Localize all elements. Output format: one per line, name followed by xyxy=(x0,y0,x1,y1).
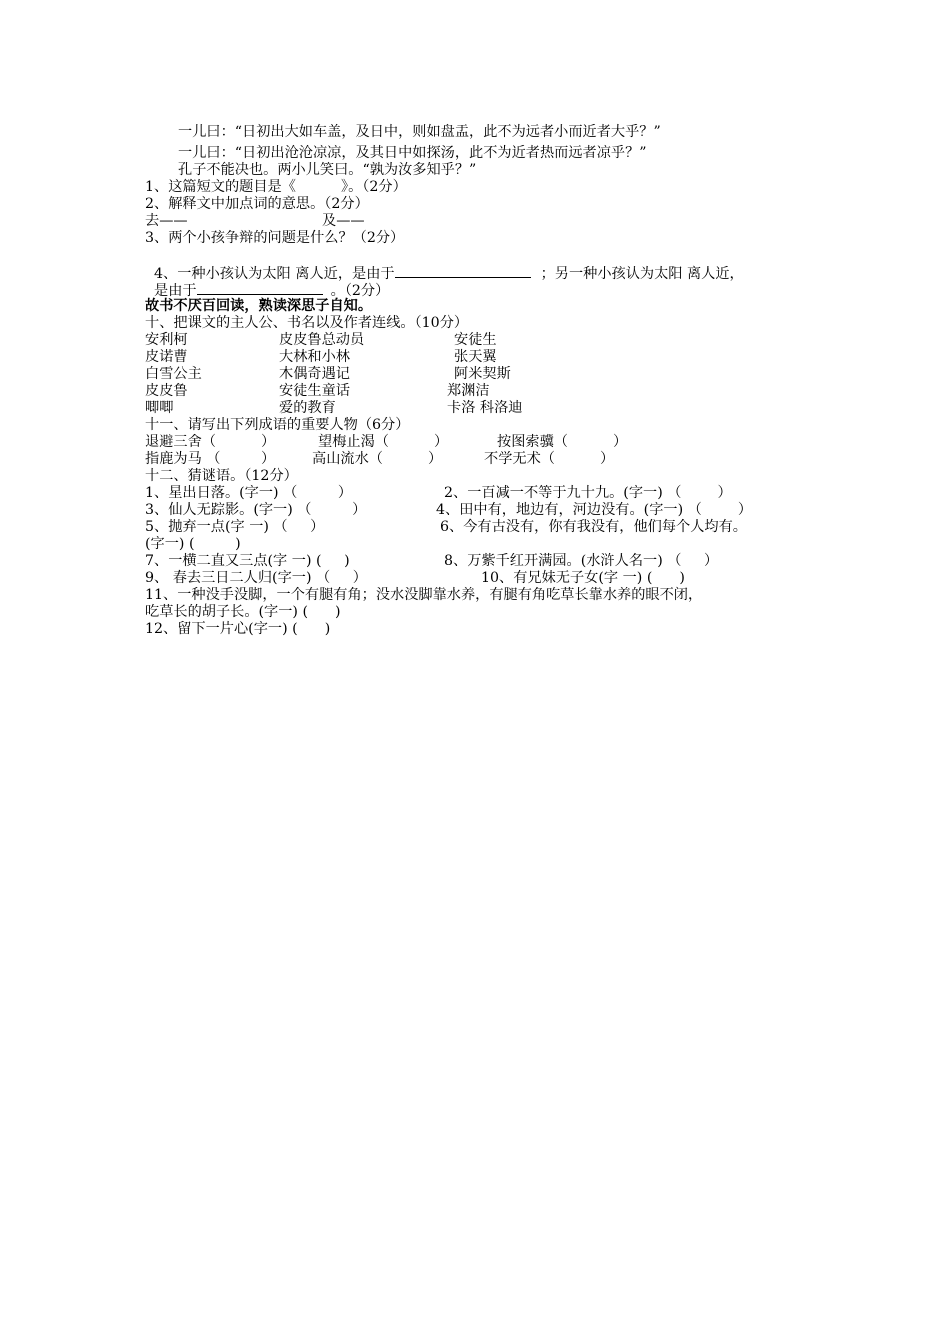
match-col3-item: 张天翼 xyxy=(454,349,497,365)
section-11-title: 十一、请写出下列成语的重要人物（6分） xyxy=(145,417,410,433)
match-col2-item: 木偶奇遇记 xyxy=(279,366,350,382)
riddle-item: 4、田中有，地边有，河边没有。(字一) （ ） xyxy=(436,502,753,518)
match-col2-item: 大林和小林 xyxy=(279,349,350,365)
riddle-item: 7、一横二直又三点(字 一) ( ) xyxy=(145,553,350,569)
idiom-item: 退避三舍（ ） xyxy=(145,434,276,450)
riddle-item: (字一) ( ) xyxy=(145,536,241,552)
question-1: 1、这篇短文的题目是《 》。（2分） xyxy=(145,179,407,195)
match-col1-item: 安利柯 xyxy=(145,332,188,348)
question-4-part-d: 。（2分） xyxy=(330,283,390,299)
riddle-item: 2、一百减一不等于九十九。(字一) （ ） xyxy=(444,485,732,501)
question-4-line-1 xyxy=(145,247,744,282)
idiom-item: 高山流水（ ） xyxy=(312,451,443,467)
idiom-item: 不学无术（ ） xyxy=(484,451,615,467)
question-2: 2、解释文中加点词的意思。（2分） xyxy=(145,196,369,212)
riddle-item: 8、万紫千红开满园。(水浒人名一) （ ） xyxy=(444,553,719,569)
match-col3-item: 安徒生 xyxy=(454,332,497,348)
passage-line-3: 孔子不能决也。两小儿笑曰。“孰为汝多知乎？” xyxy=(178,162,477,178)
answer-blank[interactable] xyxy=(395,264,531,278)
match-col1-item: 唧唧 xyxy=(145,400,174,416)
passage-line-2: 一儿曰：“日初出沧沧凉凉，及其日中如探汤，此不为近者热而远者凉乎？” xyxy=(178,145,647,161)
riddle-item: 12、留下一片心(字一) ( ) xyxy=(145,621,331,637)
match-col1-item: 皮皮鲁 xyxy=(145,383,188,399)
match-col3-item: 郑渊洁 xyxy=(447,383,490,399)
match-col1-item: 白雪公主 xyxy=(145,366,202,382)
idiom-item: 指鹿为马 （ ） xyxy=(145,451,276,467)
riddle-item: 9、 春去三日二人归(字一) （ ） xyxy=(145,570,367,586)
idiom-item: 望梅止渴（ ） xyxy=(318,434,449,450)
question-2-ji: 及—— xyxy=(322,213,365,229)
riddle-item: 3、仙人无踪影。(字一) （ ） xyxy=(145,502,367,518)
question-4-line-2 xyxy=(145,264,390,299)
section-12-title: 十二、猜谜语。（12分） xyxy=(145,468,298,484)
match-col2-item: 爱的教育 xyxy=(279,400,336,416)
match-col1-item: 皮诺曹 xyxy=(145,349,188,365)
passage-line-1: 一儿曰：“日初出大如车盖，及日中，则如盘盂，此不为远者小而近者大乎？” xyxy=(178,124,661,140)
match-col2-item: 安徒生童话 xyxy=(279,383,350,399)
riddle-item: 5、抛弃一点(字 一) （ ） xyxy=(145,519,325,535)
riddle-item: 吃草长的胡子长。(字一) ( ) xyxy=(145,604,341,620)
question-4-part-a: 4、一种小孩认为太阳 离人近，是由于 xyxy=(154,266,395,282)
match-col3-item: 卡洛 科洛迪 xyxy=(447,400,523,416)
riddle-item: 6、今有古没有，你有我没有，他们每个人均有。 xyxy=(440,519,747,535)
section-10-title: 十、把课文的主人公、书名以及作者连线。（10分） xyxy=(145,315,469,331)
match-col2-item: 皮皮鲁总动员 xyxy=(279,332,365,348)
question-4-part-b: ；另一种小孩认为太阳 离人近， xyxy=(540,266,744,282)
riddle-item: 11、一种没手没脚，一个有腿有角；没水没脚靠水养，有腿有角吃草长靠水养的眼不闭， xyxy=(145,587,703,603)
riddle-item: 10、有兄妹无子女(字 一) ( ) xyxy=(481,570,685,586)
idiom-item: 按图索骥（ ） xyxy=(497,434,628,450)
motto: 故书不厌百回读，熟读深思子自知。 xyxy=(145,298,373,314)
riddle-item: 1、星出日落。(字一) （ ） xyxy=(145,485,353,501)
question-3: 3、两个小孩争辩的问题是什么？（2分） xyxy=(145,230,405,246)
answer-blank[interactable] xyxy=(197,281,323,295)
match-col3-item: 阿米契斯 xyxy=(454,366,511,382)
question-2-qu: 去—— xyxy=(145,213,188,229)
question-4-part-c: 是由于 xyxy=(154,283,197,299)
